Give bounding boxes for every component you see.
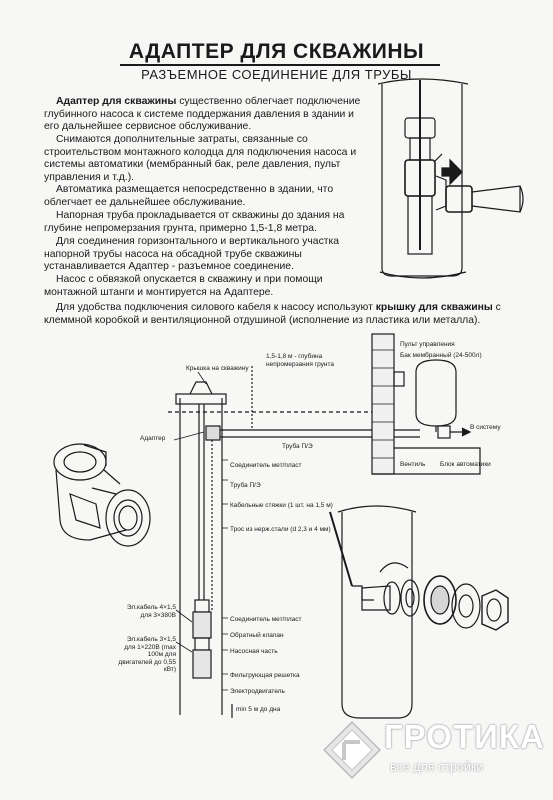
- brand-mark-icon: [322, 720, 382, 780]
- intro-p6-text: Насос с обвязкой опускается в скважину и при помощи монтажной штанги и монтируется на Адаптере.: [44, 274, 323, 298]
- label-cable-3ph: Эл.кабель 4×1,5 для 3×380В: [126, 604, 176, 619]
- label-steel-cable: Трос из нерж.стали (d 2,3 и 4 мм): [230, 526, 331, 533]
- label-connector-bottom: Соединитель мет/пласт: [230, 616, 302, 623]
- brand-tagline: все для стройки: [390, 760, 484, 774]
- brand-name: ГРОТИКА: [384, 718, 545, 755]
- label-adapter: Адаптер: [140, 435, 166, 442]
- label-control-panel: Пульт управления: [400, 341, 455, 348]
- label-automation-block: Блок автоматики: [440, 461, 491, 468]
- label-well-cap: Крышка на скважину: [186, 365, 249, 372]
- label-valve: Вентиль: [400, 461, 426, 468]
- intro-p5-text: Для соединения горизонтального и вертикального участка напорной трубы насоса на обсадной трубе скважины устанавливается Адаптер - разъемное соединение.: [44, 236, 340, 273]
- intro-bold: Адаптер для скважины: [56, 96, 177, 107]
- intro-p1-text: существенно облегчает подключение глубинного насоса к системе поддержания давления в здании и его дальнейшее сервисное обслуживание.: [44, 96, 361, 133]
- label-cable-1ph: Эл.кабель 3×1,5 для 1×220В (max 100м для двигателей до 0,55 кВт): [118, 636, 176, 673]
- adapter-fitting-illustration: [54, 444, 150, 546]
- page-subtitle: РАЗЪЕМНОЕ СОЕДИНЕНИЕ ДЛЯ ТРУБЫ: [141, 67, 412, 82]
- label-depth: 1,5-1,8 м - глубина непромерзания грунта: [266, 353, 334, 368]
- label-check-valve: Обратный клапан: [230, 632, 284, 639]
- page-title: АДАПТЕР ДЛЯ СКВАЖИНЫ: [128, 40, 425, 63]
- label-cable-ties: Кабельные стяжки (1 шт. на 1,5 м): [230, 502, 333, 509]
- label-connector-top: Соединитель мет/пласт: [230, 462, 302, 469]
- intro-p2-text: Снимаются дополнительные затраты, связанные со строительством монтажного колодца для подключения насоса и системы автоматики (мембранный бак, реле давления, пульт управления и т.д.).: [44, 134, 357, 183]
- label-motor: Электродвигатель: [230, 688, 285, 695]
- label-tank: Бак мембранный (24-500л): [400, 352, 482, 359]
- cap-note-text-end: с клеммной коробкой и вентиляционной отдушиной (исполнение из пластика или металла).: [44, 302, 501, 326]
- well-cap-exploded-illustration: [330, 506, 508, 718]
- intro-p3-text: Автоматика размещается непосредственно в здании, что облегчает ее дальнейшее обслуживание.: [44, 184, 334, 208]
- intro-p4-text: Напорная труба прокладывается от скважины до здания на глубине непромерзания грунта, примерно 1,5-1,8 метра.: [44, 210, 345, 234]
- cap-note-text: Для удобства подключения силового кабеля к насосу используют: [56, 302, 376, 313]
- label-pipe-pe-top: Труба П/Э: [282, 443, 313, 450]
- brand-logo: [320, 716, 545, 786]
- label-filter-mesh: Фильтрующая решетка: [230, 672, 300, 679]
- label-min-bottom: min 5 м до дна: [236, 706, 281, 713]
- label-pump-part: Насосная часть: [230, 648, 278, 655]
- label-to-system: В систему: [470, 424, 501, 431]
- adapter-on-casing-illustration: [378, 79, 523, 278]
- label-pipe-pe-vertical: Труба П/Э: [230, 482, 261, 489]
- cap-note-bold: крышку для скважины: [375, 302, 493, 313]
